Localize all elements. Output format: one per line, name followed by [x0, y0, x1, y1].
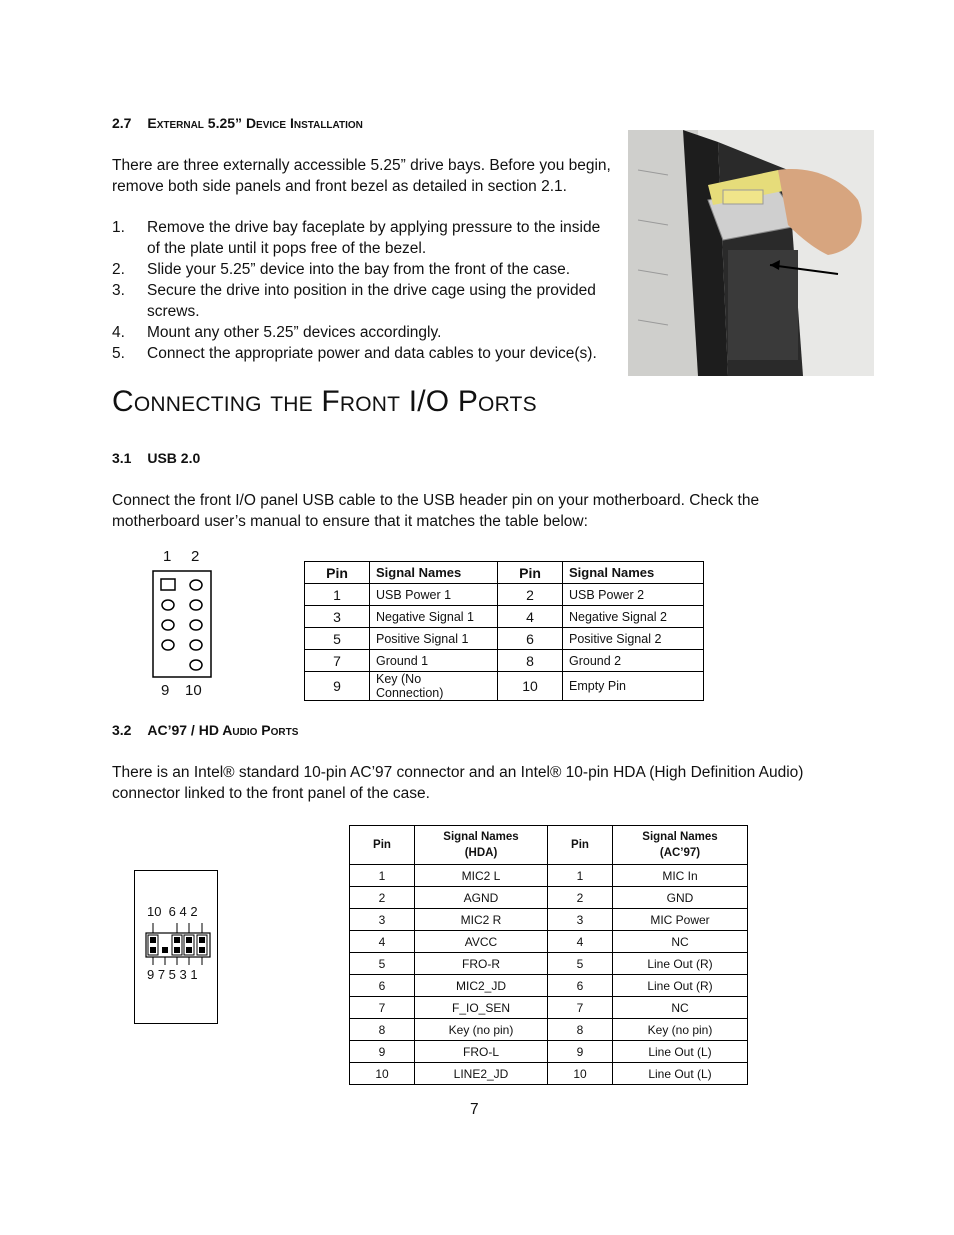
usb-header-diagram: [152, 548, 222, 708]
pin-label: 10: [185, 682, 202, 699]
usb-pinout-table: [304, 561, 704, 701]
page-number: 7: [470, 1101, 479, 1118]
section-3-1-text: Connect the front I/O panel USB cable to the USB header pin on your motherboard. Check the motherboard user’s manual to ensure that it matches the table below:: [112, 492, 760, 530]
list-item: 5. Connect the appropriate power and data cables to your device(s).: [112, 345, 597, 362]
drive-installation-photo: [628, 130, 874, 376]
audio-header-diagram: [134, 870, 218, 1024]
list-item: 1. Remove the drive bay faceplate by applying pressure to the inside of the plate until it pops free of the bezel.: [112, 219, 601, 257]
column-header: Pin: [350, 826, 415, 865]
pin-label: 9: [161, 682, 170, 699]
column-header: Pin: [548, 826, 613, 865]
table-header-row: [305, 562, 704, 584]
column-header: Signal Names: [563, 562, 704, 584]
table-row: 8 Key (no pin) 8 Key (no pin): [350, 1019, 748, 1041]
column-header: Signal Names (AC’97): [613, 826, 748, 865]
table-row: 3 Negative Signal 1 4 Negative Signal 2: [305, 606, 704, 628]
pin-label: 1: [163, 548, 172, 565]
table-row: 1 USB Power 1 2 USB Power 2: [305, 584, 704, 606]
heading-number: 3.2: [112, 722, 132, 738]
list-item: 4. Mount any other 5.25” devices accordingly.: [112, 324, 442, 341]
install-steps-list: [112, 217, 622, 364]
heading-text: USB 2.0: [147, 450, 201, 466]
list-item: 3. Secure the drive into position in the drive cage using the provided screws.: [112, 282, 596, 320]
table-row: 5 Positive Signal 1 6 Positive Signal 2: [305, 628, 704, 650]
list-item: 2. Slide your 5.25” device into the bay from the front of the case.: [112, 261, 571, 278]
heading-number: 2.7: [112, 115, 132, 131]
section-3-1-heading: [112, 450, 200, 466]
table-row: 7 F_IO_SEN 7 NC: [350, 997, 748, 1019]
column-header: Signal Names (HDA): [415, 826, 548, 865]
pin-labels-top: 10 6 4 2: [147, 904, 198, 919]
table-row: 2 AGND 2 GND: [350, 887, 748, 909]
pin-label: 2: [191, 548, 200, 565]
table-row: 3 MIC2 R 3 MIC Power: [350, 909, 748, 931]
heading-number: 3.1: [112, 450, 132, 466]
column-header: Pin: [498, 562, 563, 584]
table-header-row: [350, 826, 748, 865]
section-2-7-intro: There are three externally accessible 5.25” drive bays. Before you begin, remove both side panels and front bezel as detailed in section 2.1.: [112, 157, 611, 195]
chapter-title: Connecting the Front I/O Ports: [112, 385, 537, 418]
column-header: Pin: [305, 562, 370, 584]
heading-text: AC’97 / HD Audio Ports: [147, 722, 299, 738]
section-3-2-heading: [112, 722, 298, 738]
table-row: 5 FRO-R 5 Line Out (R): [350, 953, 748, 975]
table-row: 7 Ground 1 8 Ground 2: [305, 650, 704, 672]
table-row: 9 Key (No Connection) 10 Empty Pin: [305, 672, 704, 701]
table-row: 10 LINE2_JD 10 Line Out (L): [350, 1063, 748, 1085]
heading-text: External 5.25” Device Installation: [147, 115, 363, 131]
section-2-7-heading: [112, 115, 363, 131]
table-row: 6 MIC2_JD 6 Line Out (R): [350, 975, 748, 997]
table-row: 4 AVCC 4 NC: [350, 931, 748, 953]
audio-pinout-table: [349, 825, 748, 1085]
table-row: 1 MIC2 L 1 MIC In: [350, 865, 748, 887]
table-row: 9 FRO-L 9 Line Out (L): [350, 1041, 748, 1063]
column-header: Signal Names: [370, 562, 498, 584]
section-3-2-text: There is an Intel® standard 10-pin AC’97 connector and an Intel® 10-pin HDA (High Definition Audio) connector linked to the front panel of the case.: [112, 764, 804, 802]
pin-labels-bottom: 9 7 5 3 1: [147, 967, 198, 982]
